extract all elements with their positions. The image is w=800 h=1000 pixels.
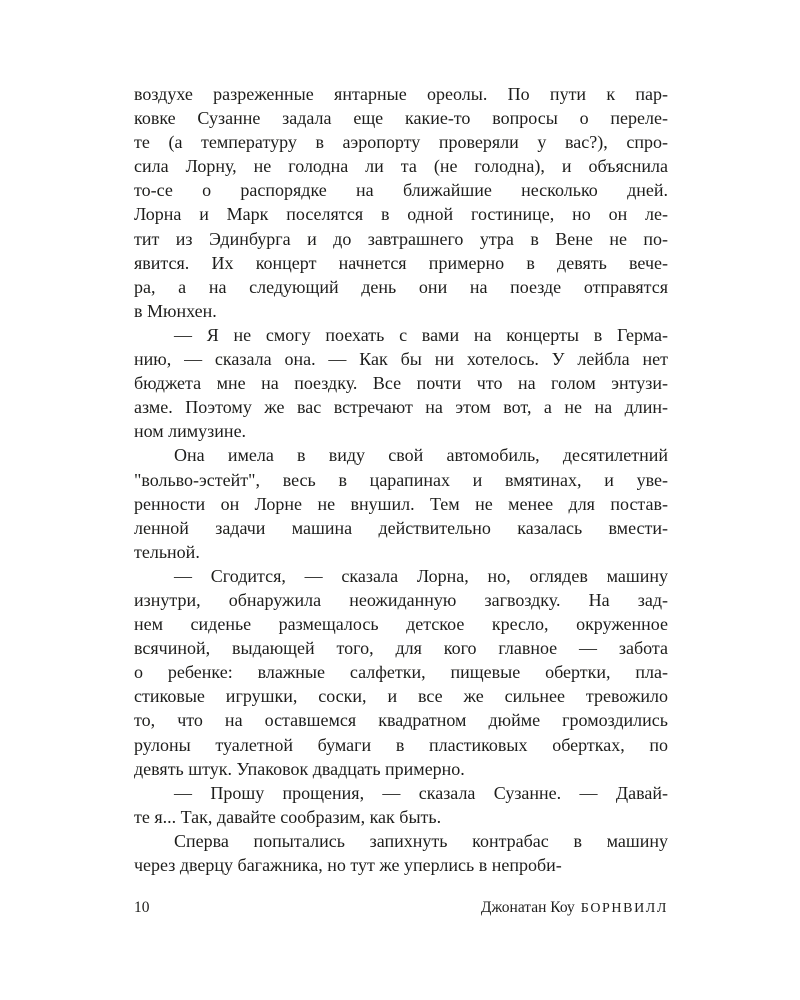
text-line: через дверцу багажника, но тут же уперлись в непроби- [134, 855, 562, 875]
text-line: Сперва попытались запихнуть контрабас в машину [174, 830, 668, 851]
text-line: — Я не смогу поехать с вами на концерты в Герма- [174, 324, 668, 345]
text-line: ра, а на следующий день они на поезде отправятся [134, 276, 668, 297]
text-line: нию, — сказала она. — Как бы ни хотелось. У лейбла нет [134, 349, 668, 370]
text-line: изнутри, обнаружила неожиданную загвоздку. На зад- [134, 589, 668, 610]
text-line: те (а температуру в аэропорту проверяли у вас?), спро- [134, 132, 668, 153]
text-line: те я... Так, давайте сообразим, как быть. [134, 806, 442, 827]
text-line: "вольво-эстейт", весь в царапинах и вмятинах, и уве- [134, 469, 668, 490]
text-line: тельной. [134, 541, 200, 562]
text-line: то-се о распорядке на ближайшие несколько дней. [134, 180, 668, 201]
text-line: ном лимузине. [134, 421, 247, 442]
text-line: ленной задачи машина действительно казалась вмести- [134, 517, 668, 538]
page-footer [134, 899, 668, 917]
text-line: всячиной, выдающей того, для кого главное — забота [134, 638, 668, 659]
text-line: то, что на оставшемся квадратном дюйме громоздились [134, 710, 668, 731]
text-line: нем сиденье размещалось детское кресло, окруженное [134, 614, 668, 635]
text-line: Лорна и Марк поселятся в одной гостинице, но он ле- [134, 204, 668, 225]
text-line: рулоны туалетной бумаги в пластиковых обертках, по [134, 734, 668, 755]
text-line: азме. Поэтому же вас встречают на этом вот, а не на длин- [134, 397, 668, 418]
footer-book-title: БОРНВИЛЛ [580, 901, 668, 916]
text-line: — Сгодится, — сказала Лорна, но, оглядев машину [174, 565, 668, 586]
page-number: 10 [134, 899, 150, 916]
text-line: явится. Их концерт начнется примерно в девять вече- [134, 252, 668, 273]
text-line: девять штук. Упаковок двадцать примерно. [134, 758, 465, 779]
text-line: воздухе разреженные янтарные ореолы. По пути к пар- [134, 84, 668, 104]
text-line: в Мюнхен. [134, 300, 217, 321]
text-line: ковке Сузанне задала еще какие-то вопросы о переле- [134, 108, 668, 129]
text-line: тит из Эдинбурга и до завтрашнего утра в Вене не по- [134, 228, 668, 249]
text-line: Она имела в виду свой автомобиль, десятилетний [174, 445, 668, 466]
running-title [481, 899, 668, 917]
text-line: сила Лорну, не голодна ли та (не голодна), и объяснила [134, 156, 668, 177]
text-line: стиковые игрушки, соски, и все же сильнее тревожило [134, 686, 668, 707]
text-line: бюджета мне на поездку. Все почти что на голом энтузи- [134, 373, 668, 394]
text-line: ренности он Лорне не внушил. Тем не менее для постав- [134, 493, 668, 514]
text-line: — Прошу прощения, — сказала Сузанне. — Давай- [174, 782, 668, 803]
text-line: о ребенке: влажные салфетки, пищевые обертки, пла- [134, 662, 668, 683]
footer-author: Джонатан Коу [480, 899, 575, 916]
text-block [134, 82, 668, 877]
